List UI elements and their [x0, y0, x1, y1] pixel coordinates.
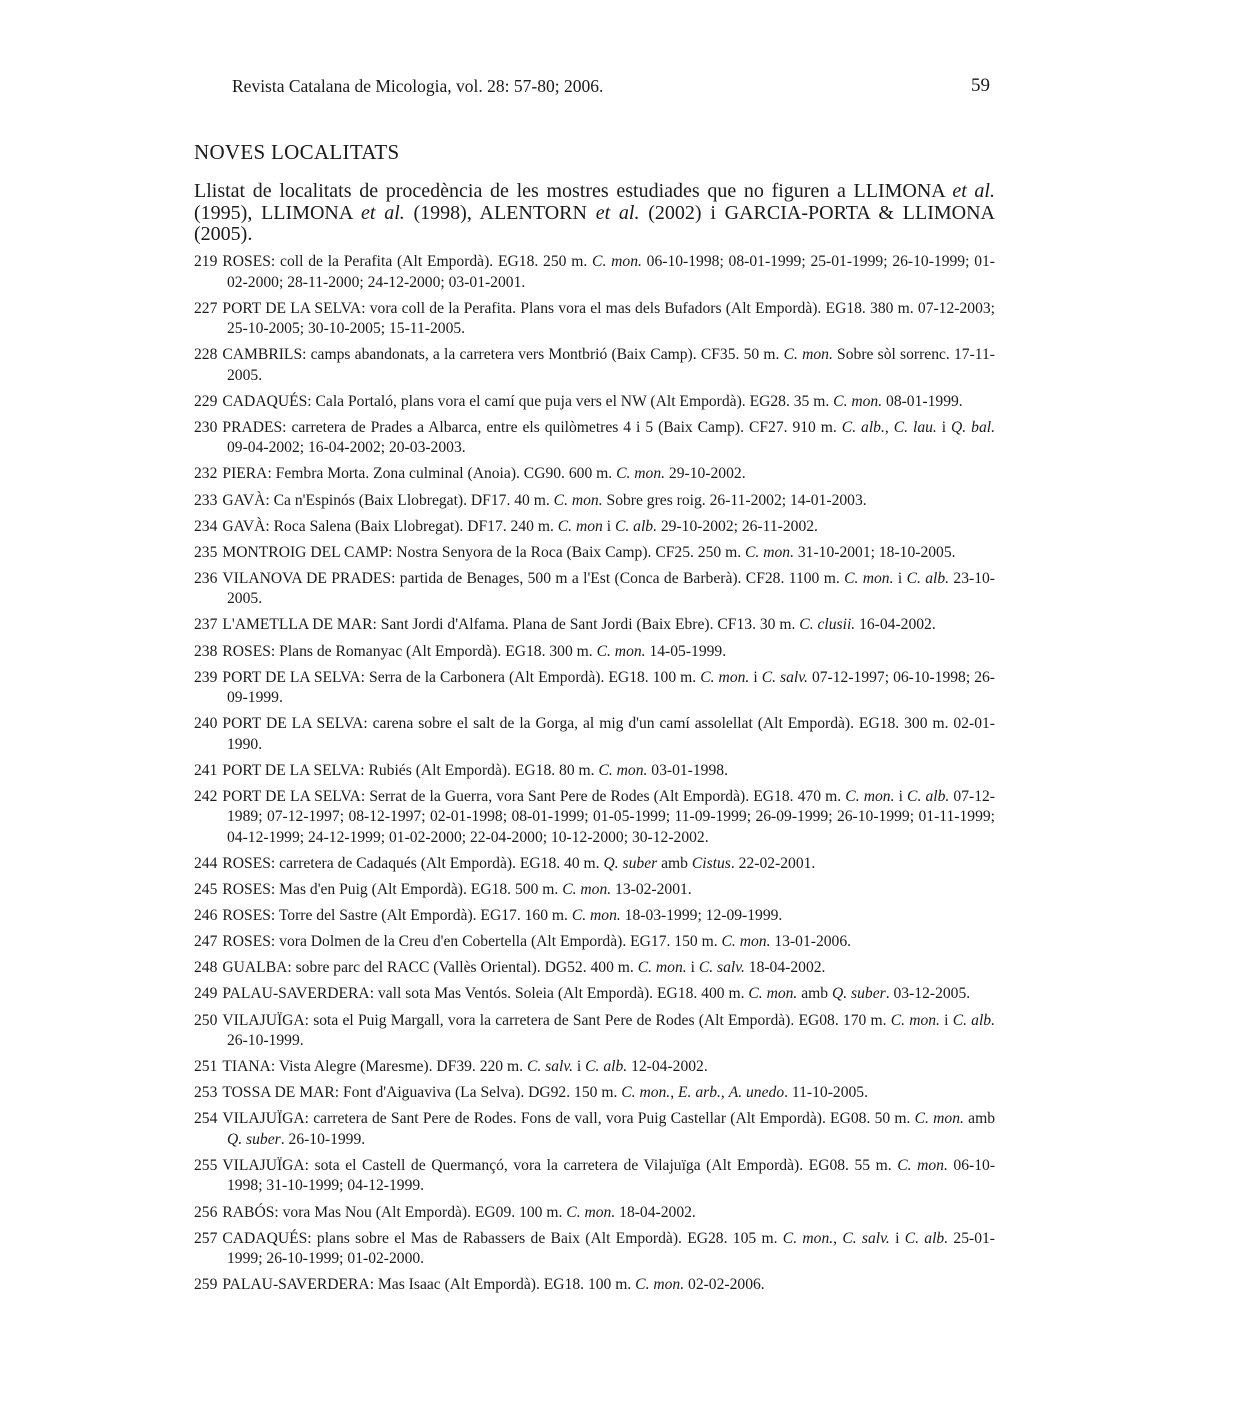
text-run: ROSES: Mas d'en Puig (Alt Empordà). EG18. 500 m.	[222, 881, 563, 899]
taxon-abbreviation: et al.	[952, 180, 995, 202]
text-run: 25-01-1999; 26-10-1999; 01-02-2000.	[227, 1229, 995, 1268]
text-run: 29-10-2002.	[665, 465, 746, 483]
text-run: . 26-10-1999.	[280, 1130, 366, 1148]
taxon-abbreviation: Cistus	[691, 855, 731, 872]
locality-entry	[194, 761, 995, 782]
locality-entry	[194, 418, 995, 459]
locality-entry	[194, 569, 995, 610]
locality-number: 230	[194, 418, 218, 436]
locality-entry	[194, 615, 995, 636]
text-run: 26-10-1999.	[227, 1032, 304, 1050]
text-run: Llistat de localitats de procedència de les mostres estudiades que no figuren a LLIMONA	[194, 180, 953, 202]
locality-number: 239	[194, 668, 218, 686]
text-run: 07-12-1997; 06-10-1998; 26-09-1999.	[227, 668, 995, 707]
locality-entry	[194, 932, 995, 953]
page-number: 59	[971, 75, 990, 96]
locality-number: 256	[194, 1203, 218, 1221]
taxon-abbreviation: C. mon.	[571, 907, 621, 925]
taxon-abbreviation: C. lau.	[893, 418, 937, 436]
text-run: CADAQUÉS: Cala Portaló, plans vora el camí que puja vers el NW (Alt Empordà). EG28. 35 m.	[222, 392, 834, 410]
taxon-abbreviation: C. mon	[557, 517, 603, 535]
locality-entry	[194, 1275, 995, 1296]
taxon-abbreviation: C. mon.	[844, 569, 894, 587]
taxon-abbreviation: Q. suber	[603, 855, 658, 872]
text-run: PORT DE LA SELVA: Serrat de la Guerra, vora Sant Pere de Rodes (Alt Empordà). EG18. 470 m.	[222, 787, 846, 805]
locality-number: 229	[194, 392, 218, 410]
text-run: 31-10-2001; 18-10-2005.	[793, 543, 956, 561]
text-run: L'AMETLLA DE MAR: Sant Jordi d'Alfama. Plana de Sant Jordi (Baix Ebre). CF13. 30 m.	[222, 616, 800, 634]
taxon-abbreviation: C. mon.	[566, 1203, 616, 1221]
locality-number: 227	[194, 299, 218, 317]
taxon-abbreviation: C. salv.	[698, 959, 745, 977]
text-run: 18-04-2002.	[744, 959, 826, 977]
taxon-abbreviation: et al.	[595, 201, 640, 224]
text-run: 18-03-1999; 12-09-1999.	[620, 907, 783, 925]
text-run: Sobre sòl sorrenc. 17-11-2005.	[227, 346, 995, 384]
text-run: (1995), LLIMONA	[194, 201, 361, 224]
text-run: 16-04-2002.	[855, 616, 936, 634]
locality-entry	[194, 491, 995, 512]
text-run: PORT DE LA SELVA: vora coll de la Perafita. Plans vora el mas dels Bufadors (Alt Empordà). EG18. 380 m. 07-12-2003; 25-10-2005; 30-10-2005; 15-11-2005.	[222, 299, 995, 338]
taxon-abbreviation: Q. bal.	[951, 418, 995, 436]
text-run: i	[686, 959, 699, 977]
locality-number: 238	[194, 642, 218, 660]
taxon-abbreviation: Q. suber	[831, 985, 886, 1003]
text-run: ,	[884, 418, 894, 436]
locality-number: 232	[194, 465, 218, 483]
locality-number: 251	[194, 1058, 218, 1076]
text-run: RABÓS: vora Mas Nou (Alt Empordà). EG09. 100 m.	[222, 1203, 567, 1221]
locality-number: 240	[194, 715, 218, 733]
text-run: PIERA: Fembra Morta. Zona culminal (Anoia). CG90. 600 m.	[222, 465, 617, 483]
text-run: . 22-02-2001.	[730, 855, 816, 872]
text-run: PALAU-SAVERDERA: vall sota Mas Ventós. Soleia (Alt Empordà). EG18. 400 m.	[222, 985, 749, 1003]
taxon-abbreviation: C. mon.	[890, 1011, 940, 1029]
text-run: ,	[670, 1084, 678, 1102]
text-run: i	[936, 418, 952, 436]
locality-entry	[194, 854, 995, 875]
section-title: NOVES LOCALITATS	[194, 140, 400, 164]
taxon-abbreviation: E. arb.	[678, 1084, 721, 1102]
text-run: VILANOVA DE PRADES: partida de Benages, 500 m a l'Est (Conca de Barberà). CF28. 1100 m.	[222, 569, 845, 587]
locality-entry	[194, 299, 995, 340]
text-run: PRADES: carretera de Prades a Albarca, entre els quilòmetres 4 i 5 (Baix Camp). CF27. 910 m.	[222, 418, 842, 436]
text-run: amb	[657, 855, 692, 872]
text-run: 23-10-2005.	[227, 569, 995, 608]
locality-number: 234	[194, 517, 218, 535]
text-run: 13-02-2001.	[611, 881, 692, 899]
locality-number: 249	[194, 985, 218, 1003]
locality-number: 250	[194, 1011, 218, 1029]
locality-number: 257	[194, 1229, 218, 1247]
taxon-abbreviation: C. salv.	[526, 1058, 573, 1076]
text-run: GAVÀ: Ca n'Espinós (Baix Llobregat). DF17. 40 m.	[222, 491, 554, 509]
locality-number: 242	[194, 787, 218, 805]
locality-entry	[194, 1083, 995, 1104]
locality-entry	[194, 880, 995, 901]
text-run: PORT DE LA SELVA: carena sobre el salt de la Gorga, al mig d'un camí assolellat (Alt Empordà). EG18. 300 m. 02-01-1990.	[222, 715, 995, 753]
text-run: 29-10-2002; 26-11-2002.	[656, 517, 818, 535]
locality-entry	[194, 345, 995, 386]
taxon-abbreviation: C. mon.	[748, 985, 798, 1003]
text-run: ROSES: coll de la Perafita (Alt Empordà). EG18. 250 m.	[222, 253, 593, 270]
taxon-abbreviation: C. mon.	[598, 761, 648, 779]
text-run: TOSSA DE MAR: Font d'Aiguaviva (La Selva). DG92. 150 m.	[222, 1084, 622, 1102]
intro-paragraph	[194, 181, 995, 246]
locality-entry	[194, 1057, 995, 1078]
text-run: 03-01-1998.	[647, 761, 728, 779]
text-run: CADAQUÉS: plans sobre el Mas de Rabassers de Baix (Alt Empordà). EG28. 105 m.	[222, 1229, 783, 1247]
text-run: 02-02-2006.	[684, 1276, 765, 1294]
taxon-abbreviation: C. mon.	[596, 642, 646, 660]
taxon-abbreviation: C. alb.	[906, 569, 950, 587]
taxon-abbreviation: C. mon.	[721, 933, 771, 951]
text-run: PORT DE LA SELVA: Rubiés (Alt Empordà). EG18. 80 m.	[222, 761, 599, 779]
locality-number: 245	[194, 881, 218, 899]
locality-entry	[194, 1156, 995, 1197]
text-run: PALAU-SAVERDERA: Mas Isaac (Alt Empordà). EG18. 100 m.	[222, 1276, 636, 1294]
locality-entry	[194, 984, 995, 1005]
locality-entry	[194, 464, 995, 485]
locality-number: 233	[194, 491, 218, 509]
locality-entry	[194, 517, 995, 538]
text-run: i	[939, 1011, 953, 1029]
locality-entry	[194, 958, 995, 979]
text-run: i	[894, 787, 908, 805]
text-run: ,	[720, 1084, 729, 1102]
text-run: CAMBRILS: camps abandonats, a la carretera vers Montbrió (Baix Camp). CF35. 50 m.	[222, 346, 784, 364]
text-run: 09-04-2002; 16-04-2002; 20-03-2003.	[227, 439, 466, 457]
text-run: ROSES: vora Dolmen de la Creu d'en Cobertella (Alt Empordà). EG17. 150 m.	[222, 933, 722, 951]
locality-entry	[194, 714, 995, 755]
text-run: 12-04-2002.	[627, 1058, 708, 1076]
locality-entry	[194, 1109, 995, 1150]
taxon-abbreviation: C. mon.	[616, 465, 666, 483]
locality-entry	[194, 1229, 995, 1270]
locality-number: 253	[194, 1084, 218, 1102]
text-run: 06-10-1998; 08-01-1999; 25-01-1999; 26-10-1999; 01-02-2000; 28-11-2000; 24-12-2000; 03-01-2001.	[227, 253, 995, 291]
locality-number: 237	[194, 616, 218, 634]
taxon-abbreviation: C. mon.	[745, 543, 794, 561]
text-run: i	[749, 668, 762, 686]
taxon-abbreviation: C. mon.	[621, 1084, 671, 1102]
taxon-abbreviation: et al.	[360, 201, 405, 224]
text-run: . 03-12-2005.	[885, 985, 971, 1003]
locality-entry	[194, 668, 995, 709]
text-run: GUALBA: sobre parc del RACC (Vallès Oriental). DG52. 400 m.	[222, 959, 638, 977]
text-run: . 11-10-2005.	[784, 1084, 869, 1102]
locality-entry	[194, 1011, 995, 1052]
taxon-abbreviation: C. mon.	[700, 668, 750, 686]
locality-number: 254	[194, 1110, 218, 1128]
locality-number: 228	[194, 346, 218, 364]
text-run: ROSES: Torre del Sastre (Alt Empordà). EG17. 160 m.	[222, 907, 572, 925]
taxon-abbreviation: C. mon.	[845, 787, 895, 805]
locality-entry	[194, 543, 995, 564]
taxon-abbreviation: C. mon.	[914, 1110, 964, 1128]
taxon-abbreviation: C. salv.	[842, 1229, 890, 1247]
taxon-abbreviation: C. clusii.	[799, 616, 856, 634]
taxon-abbreviation: C. alb.	[614, 517, 657, 535]
text-run: i	[602, 517, 615, 535]
locality-number: 241	[194, 761, 218, 779]
locality-entry	[194, 642, 995, 663]
taxon-abbreviation: C. mon.	[897, 1156, 948, 1174]
taxon-abbreviation: C. mon.	[592, 253, 642, 270]
text-run: (1998), ALENTORN	[404, 201, 596, 224]
text-run: i	[573, 1058, 586, 1076]
text-run: 13-01-2006.	[770, 933, 852, 951]
taxon-abbreviation: C. mon.	[562, 881, 612, 899]
taxon-abbreviation: C. mon.	[553, 491, 603, 509]
text-run: ROSES: carretera de Cadaqués (Alt Empordà). EG18. 40 m.	[222, 855, 604, 872]
locality-entry	[194, 392, 995, 413]
locality-number: 235	[194, 543, 218, 561]
taxon-abbreviation: C. alb.	[907, 787, 950, 805]
taxon-abbreviation: C. alb.	[952, 1011, 995, 1029]
taxon-abbreviation: A. unedo	[728, 1084, 785, 1102]
locality-entry	[194, 906, 995, 927]
locality-number: 248	[194, 959, 218, 977]
taxon-abbreviation: C. salv.	[761, 668, 808, 686]
taxon-abbreviation: C. mon.	[782, 1229, 834, 1247]
locality-list	[194, 252, 995, 1301]
text-run: 14-05-1999.	[645, 642, 727, 660]
text-run: MONTROIG DEL CAMP: Nostra Senyora de la Roca (Baix Camp). CF25. 250 m.	[222, 543, 746, 561]
text-run: ROSES: Plans de Romanyac (Alt Empordà). EG18. 300 m.	[222, 642, 597, 660]
locality-number: 259	[194, 1276, 218, 1294]
taxon-abbreviation: C. alb.	[904, 1229, 949, 1247]
taxon-abbreviation: C. mon.	[783, 346, 833, 364]
text-run: i	[893, 569, 907, 587]
locality-number: 255	[194, 1156, 218, 1174]
taxon-abbreviation: Q. suber	[227, 1130, 281, 1148]
text-run: (2002) i GARCIA-PORTA & LLIMONA (2005).	[194, 201, 995, 245]
journal-citation: Revista Catalana de Micologia, vol. 28: 57-80; 2006.	[232, 76, 604, 96]
text-run: i	[889, 1229, 905, 1247]
text-run: 07-12-1989; 07-12-1997; 08-12-1997; 02-01-1998; 08-01-1999; 01-05-1999; 11-09-1999; 26-09-1999; 26-10-1999; 01-11-1999; 04-12-1999; 24-12-1999; 01-02-2000; 22-04-2000; 10-12-2000; 30-12-2002.	[227, 787, 995, 846]
taxon-abbreviation: C. alb.	[841, 418, 885, 436]
text-run: 08-01-1999.	[882, 392, 963, 410]
text-run: amb	[797, 985, 832, 1003]
locality-entry	[194, 787, 995, 849]
text-run: Sobre gres roig. 26-11-2002; 14-01-2003.	[602, 491, 867, 509]
locality-entry	[194, 252, 995, 293]
taxon-abbreviation: C. alb.	[585, 1058, 628, 1076]
text-run: VILAJUÏGA: sota el Puig Margall, vora la carretera de Sant Pere de Rodes (Alt Empordà). EG08. 170 m.	[222, 1011, 891, 1029]
text-run: amb	[963, 1110, 995, 1128]
taxon-abbreviation: C. mon.	[637, 959, 687, 977]
locality-number: 244	[194, 855, 218, 872]
text-run: 06-10-1998; 31-10-1999; 04-12-1999.	[227, 1156, 996, 1195]
taxon-abbreviation: C. mon.	[635, 1276, 685, 1294]
text-run: VILAJUÏGA: sota el Castell de Quermançó, vora la carretera de Vilajuïga (Alt Empordà). EG08. 55 m.	[222, 1156, 898, 1174]
taxon-abbreviation: C. mon.	[833, 392, 883, 410]
text-run: 18-04-2002.	[615, 1203, 696, 1221]
text-run: ,	[833, 1229, 843, 1247]
text-run: TIANA: Vista Alegre (Maresme). DF39. 220 m.	[222, 1058, 527, 1076]
locality-number: 236	[194, 569, 218, 587]
locality-number: 246	[194, 907, 218, 925]
locality-number: 247	[194, 933, 218, 951]
text-run: PORT DE LA SELVA: Serra de la Carbonera (Alt Empordà). EG18. 100 m.	[222, 668, 701, 686]
locality-number: 219	[194, 253, 218, 270]
text-run: GAVÀ: Roca Salena (Baix Llobregat). DF17. 240 m.	[222, 517, 558, 535]
text-run: VILAJUÏGA: carretera de Sant Pere de Rodes. Fons de vall, vora Puig Castellar (Alt Empordà). EG08. 50 m.	[222, 1110, 915, 1128]
locality-entry	[194, 1203, 995, 1224]
